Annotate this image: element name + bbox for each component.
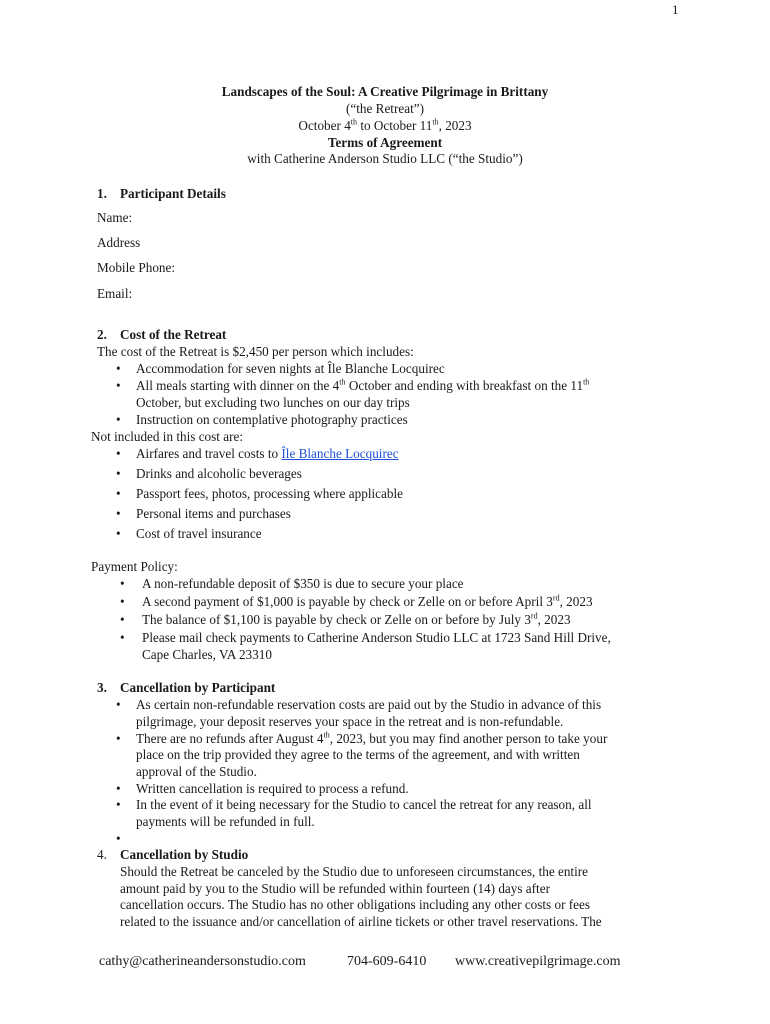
- mobile-phone-field-label: Mobile Phone:: [97, 260, 176, 275]
- excluded-airfares: Airfares and travel costs to Île Blanche Locquirec: [136, 446, 399, 461]
- cancellation-studio-refund: In the event of it being necessary for the Studio to cancel the retreat for any reason, all: [136, 797, 592, 812]
- excluded-drinks: Drinks and alcoholic beverages: [136, 466, 302, 481]
- cancellation-deposit: As certain non-refundable reservation costs are paid out by the Studio in advance of this: [136, 697, 602, 712]
- section-1-number: 1.: [97, 186, 107, 201]
- payment-balance: The balance of $1,100 is payable by check or Zelle on or before by July 3rd, 2023: [142, 611, 571, 627]
- section-3-heading: Cancellation by Participant: [120, 680, 276, 695]
- email-field-label: Email:: [97, 286, 133, 301]
- agreement-subtitle: Terms of Agreement: [327, 135, 443, 150]
- cancellation-deposit-continued: pilgrimage, your deposit reserves your space in the retreat and is non-refundable.: [136, 714, 564, 729]
- footer-website: www.creativepilgrimage.com: [455, 954, 621, 969]
- ile-blanche-link[interactable]: Île Blanche Locquirec: [281, 446, 399, 461]
- studio-cancel-line-3: cancellation occurs. The Studio has no other obligations including any other costs or fees: [120, 897, 590, 912]
- payment-mail-address-continued: Cape Charles, VA 23310: [142, 647, 272, 662]
- page-number: 1: [672, 2, 679, 17]
- included-accommodation: Accommodation for seven nights at Île Blanche Locquirec: [136, 361, 445, 376]
- payment-policy-heading: Payment Policy:: [91, 559, 178, 574]
- document-title: Landscapes of the Soul: A Creative Pilgrimage in Brittany: [221, 84, 549, 99]
- footer-email: cathy@catherineandersonstudio.com: [99, 954, 306, 969]
- studio-line: with Catherine Anderson Studio LLC (“the Studio”): [247, 151, 523, 166]
- included-meals-continued: October, but excluding two lunches on our day trips: [136, 395, 410, 410]
- excluded-insurance: Cost of travel insurance: [136, 526, 262, 541]
- section-2-number: 2.: [97, 327, 107, 342]
- section-4-heading: Cancellation by Studio: [120, 847, 249, 862]
- footer-phone: 704-609-6410: [347, 954, 427, 969]
- cancellation-no-refunds: There are no refunds after August 4th, 2023, but you may find another person to take your: [136, 730, 608, 746]
- retreat-alias: (“the Retreat”): [346, 101, 424, 116]
- cancellation-studio-refund-continued: payments will be refunded in full.: [136, 814, 315, 829]
- included-instruction: Instruction on contemplative photography practices: [136, 412, 408, 427]
- studio-cancel-line-1: Should the Retreat be canceled by the Studio due to unforeseen circumstances, the entire: [120, 864, 588, 879]
- name-field-label: Name:: [97, 210, 133, 225]
- cancellation-written: Written cancellation is required to process a refund.: [136, 781, 409, 796]
- payment-second: A second payment of $1,000 is payable by check or Zelle on or before April 3rd, 2023: [142, 593, 593, 609]
- excluded-passport: Passport fees, photos, processing where applicable: [136, 486, 403, 501]
- included-meals: All meals starting with dinner on the 4th October and ending with breakfast on the 11th: [136, 377, 590, 393]
- not-included-heading: Not included in this cost are:: [91, 429, 243, 444]
- excluded-personal: Personal items and purchases: [136, 506, 291, 521]
- section-4-number: 4.: [97, 847, 107, 862]
- payment-deposit: A non-refundable deposit of $350 is due to secure your place: [142, 576, 464, 591]
- section-1-heading: Participant Details: [120, 186, 226, 201]
- retreat-dates: October 4th to October 11th, 2023: [298, 117, 472, 133]
- address-field-label: Address: [97, 235, 141, 250]
- section-2-heading: Cost of the Retreat: [120, 327, 227, 342]
- payment-mail-address: Please mail check payments to Catherine Anderson Studio LLC at 1723 Sand Hill Drive,: [142, 630, 611, 645]
- cancellation-no-refunds-end: approval of the Studio.: [136, 764, 257, 779]
- cancellation-no-refunds-continued: place on the trip provided they agree to the terms of the agreement, and with written: [136, 747, 580, 762]
- cost-intro: The cost of the Retreat is $2,450 per person which includes:: [97, 344, 414, 359]
- studio-cancel-line-2: amount paid by you to the Studio will be refunded within fourteen (14) days after: [120, 881, 550, 896]
- studio-cancel-line-4: related to the issuance and/or cancellation of airline tickets or other travel reservations. The: [120, 914, 602, 929]
- section-3-number: 3.: [97, 680, 107, 695]
